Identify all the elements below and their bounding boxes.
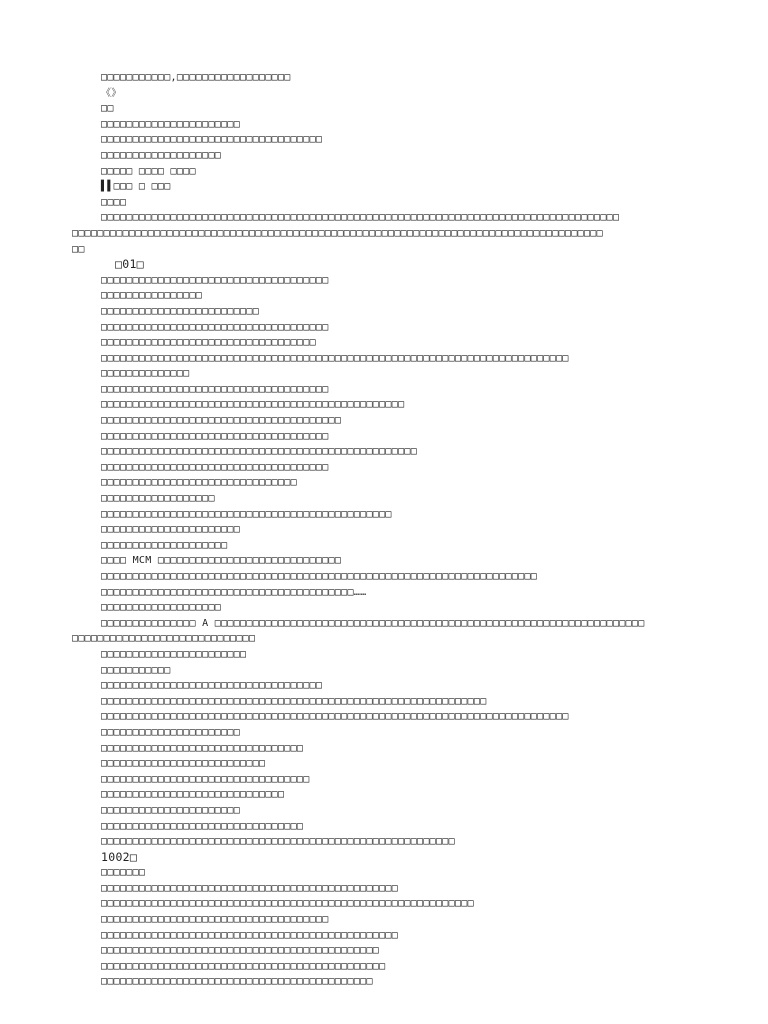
- text-line: □□□□□□□□□□□□□□□□□□□□□□□□□□□□□□□□: [101, 820, 304, 832]
- text-line: □□□□□□□□□□□□□□□□□□□: [101, 602, 222, 614]
- text-line: □□□□□□□□□□□□□□□□□□□□□□□□□□□□□□□□□□□□□□□□……: [101, 586, 367, 598]
- text-line: □□□□□□□□□□□□□□□□□□□□□□□□□□□□□□□□□□□□□□□□□□□□□□□: [101, 929, 399, 941]
- text-line: □□□□□□□□□□□□□□□□□□□□□□□□□□□□□□□□□□□□□□□□□□□□□□□□□□: [101, 446, 418, 458]
- document-body: [72, 70, 712, 990]
- text-line: □□□□□□□□□□□□□□□□□□□□□□: [101, 524, 241, 536]
- text-line: □□□□□□□□□□□□□□□□□□□□□□□□□□□□□□□□□□□□: [101, 461, 329, 473]
- text-line: □□□□□□□□□□□□□□□□□□□□□□□□□□□□□□□□□□□□□□□□□□□□□□□□□□□□□□□□□□□□□: [101, 695, 487, 707]
- text-line: □□□□□□□□□□□□□□□□□□□□□□□□□□□□□□□□□□□□: [101, 914, 329, 926]
- text-line: □□: [101, 103, 114, 115]
- text-line: □□□□□□□□□□□□□□□□: [101, 290, 203, 302]
- text-line: □□□□□□□□□□□□□□□□□□□□□□□□□□□□□: [72, 633, 256, 645]
- text-line: □□□□□□□□□□□□□□□□□□□□□□□□□□□□□□□□□□□□□□□□□□□□□□□□□□□□□□□□□□□□□□□□□□□□□□□□□□□□□□□□□□: [101, 212, 620, 224]
- text-line: □□□□□□□□□□□□□□□□□□□□□□□□□□□□□□□□: [101, 742, 304, 754]
- text-line: □□□□□□□□□□□□□□□□□□□□□□□□□□□□□□□□□□□□□□□□□□□□□□□□: [101, 399, 405, 411]
- text-line: □□□□□□□□□□□□□□□□□□□□□□□□□□□□□□□□□□□□: [101, 274, 329, 286]
- text-line: □□□□□□□□□□□□□□□□□□□□□□□□□□□□□□□□□□□□: [101, 321, 329, 333]
- text-line: □□□□□□□□□□□□□□□□□□□□□□□□□□□□□□□□□□□□□□□□□□□: [101, 976, 373, 988]
- text-line: □□□□□□□□□□□□□□□□□□□□□□□□□□□□□□□□□□□□: [101, 430, 329, 442]
- text-line: □□□□□□□□□□□□□□□□□□□□□□□□□□□□□□□□□□□□□□□□□□□□□□□□□□□□□□□□□□□□□□□□□□□□□□□□□□□□□□□□□□□□: [72, 227, 603, 239]
- text-line: □□□□□□□□□□□□□□: [101, 368, 190, 380]
- text-line: □□□□□□□□□□□□□□□□□□□□□□□□□□□□□□□□□□□□□□□□□□□□□□□□□□□□□□□□□□□□□□□□□□□□□□□□□□: [101, 711, 569, 723]
- text-line: □□□□□□□□□□□□□□□□□□□□□□□□□□□□□□□□□□□□□□□□□□□□□: [101, 960, 386, 972]
- text-line: □□□□□□□□□□□: [101, 664, 171, 676]
- text-line: □□□□□□□□□□□□□□□□□□□□□□□□□: [101, 305, 260, 317]
- text-line: □□□□□□□□□□□□□□□□□□□: [101, 149, 222, 161]
- text-line: □□□□□□□□□□□□□□□□□□□□□□□□□□□□□□□□□□□: [101, 134, 323, 146]
- text-line: ▌▌□□□ □ □□□: [101, 181, 171, 193]
- text-line: □□□□□□□□□□□□□□□□□□□□□□□□□□□□□□□□□□□: [101, 680, 323, 692]
- text-line: 1002□: [101, 849, 138, 864]
- text-line: □□□□□□□□□□□□□□□□□□□□□□: [101, 726, 241, 738]
- text-line: □□□□ MCM □□□□□□□□□□□□□□□□□□□□□□□□□□□□□: [101, 555, 342, 567]
- text-line: □□□□□□□□□□□□□□□□□□: [101, 493, 215, 505]
- text-line: □□□□□□□□□□□□□□□□□□□□□□□□□□□□□□□□□□: [101, 337, 316, 349]
- text-line: □□□□□□□□□□□□□□□□□□□□□□: [101, 118, 241, 130]
- text-line: □□□□: [101, 196, 127, 208]
- text-line: □□□□□□□□□□□□□□□□□□□□: [101, 539, 228, 551]
- text-line: □□□□□□□□□□□□□□□□□□□□□□□□□□□□□□□□□□□□: [101, 383, 329, 395]
- text-line: □□□□□□□□□□□□□□□□□□□□□□□□□□: [101, 758, 266, 770]
- text-line: □□□□□□□□□□□□□□□□□□□□□□□□□□□□□□□□□□□□□□□□□□□□□□□□□□□□□□□□: [101, 836, 455, 848]
- text-line: □□: [72, 243, 85, 255]
- text-line: 《》: [101, 87, 122, 99]
- text-line: □□□□□□□□□□□□□□□□□□□□□□□□□□□□□□□□□□□□□□□□□□□□□□: [101, 508, 392, 520]
- text-line: □□□□□□□□□□□□□□□□□□□□□□□□□□□□□□□□□□□□□□□□□□□□□□□□□□□□□□□□□□□: [101, 898, 474, 910]
- text-line: □□□□□□□: [101, 867, 146, 879]
- text-line: □□□□□□□□□□□,□□□□□□□□□□□□□□□□□□: [101, 72, 291, 83]
- text-line: □□□□□□□□□□□□□□□□□□□□□□□□□□□□□□□□□□□□□□□□□□□□□□□□□□□□□□□□□□□□□□□□□□□□□: [101, 571, 538, 582]
- text-line: □□□□□□□□□□□□□□□ A □□□□□□□□□□□□□□□□□□□□□□□□□□□□□□□□□□□□□□□□□□□□□□□□□□□□□□□□□□□□□□□□□□□□: [101, 617, 645, 629]
- text-line: □01□: [115, 257, 144, 272]
- text-line: □□□□□□□□□□□□□□□□□□□□□□□: [101, 648, 247, 660]
- text-line: □□□□□□□□□□□□□□□□□□□□□□□□□□□□□□□: [101, 477, 297, 489]
- text-line: □□□□□□□□□□□□□□□□□□□□□□□□□□□□□□□□□□□□□□□□□□□□: [101, 945, 380, 957]
- text-line: □□□□□□□□□□□□□□□□□□□□□□□□□□□□□□□□□□□□□□□□□□□□□□□□□□□□□□□□□□□□□□□□□□□□□□□□□□: [101, 352, 569, 364]
- text-line: □□□□□□□□□□□□□□□□□□□□□□□□□□□□□□□□□□□□□□: [101, 415, 342, 427]
- text-line: □□□□□□□□□□□□□□□□□□□□□□: [101, 804, 241, 816]
- text-line: □□□□□□□□□□□□□□□□□□□□□□□□□□□□□□□□□: [101, 773, 310, 785]
- text-line: □□□□□□□□□□□□□□□□□□□□□□□□□□□□□□□□□□□□□□□□□□□□□□□: [101, 882, 399, 894]
- text-line: □□□□□□□□□□□□□□□□□□□□□□□□□□□□□: [101, 789, 285, 801]
- text-line: □□□□□ □□□□ □□□□: [101, 165, 196, 177]
